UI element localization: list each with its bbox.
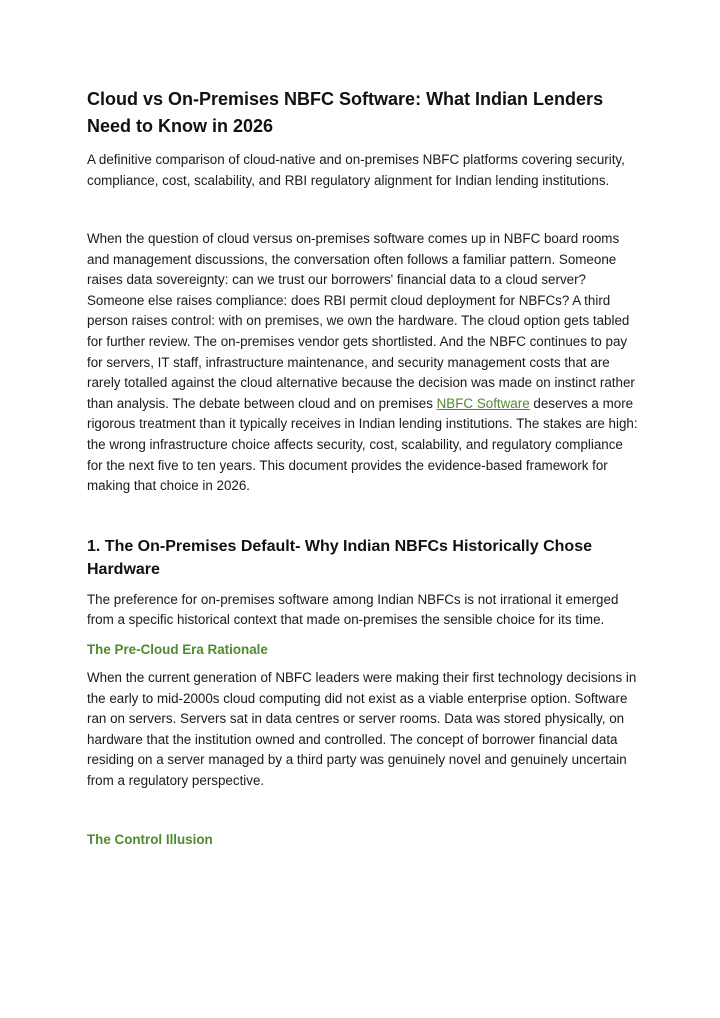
- section-1-paragraph: The preference for on-premises software among Indian NBFCs is not irrational it emerged from a specific historical context that made on-premises the sensible choice for its time.: [87, 591, 619, 628]
- subheading-pre-cloud-era: The Pre-Cloud Era Rationale: [87, 641, 268, 657]
- nbfc-software-link[interactable]: NBFC Software: [436, 395, 530, 411]
- section-1-heading: 1. The On-Premises Default- Why Indian NBFCs Historically Chose Hardware: [87, 537, 592, 579]
- document-subtitle: A definitive comparison of cloud-native and on-premises NBFC platforms covering security, compliance, cost, scalability, and RBI regulatory alignment for Indian lending institutions.: [87, 152, 625, 188]
- intro-text-before-link: When the question of cloud versus on-premises software comes up in NBFC board rooms and management discussions, the conversation often follows a familiar pattern. Someone raises data sovereignty: can we trust our borrowers' financial data to a cloud server? Someone else raises compliance: does RBI permit cloud deployment for NBFCs? A third person raises control: with on premises, we own the hardware. The cloud option gets tabled for further review. The on-premises vendor gets shortlisted. And the NBFC continues to pay for servers, IT staff, infrastructure maintenance, and security management costs that are rarely totalled against the cloud alternative because the decision was made on instinct rather than analysis. The debate between cloud and on premises: [87, 231, 635, 411]
- pre-cloud-era-paragraph: When the current generation of NBFC leaders were making their first technology decisions in the early to mid-2000s cloud computing did not exist as a viable enterprise option. Software ran on servers. Servers sat in data centres or server rooms. Data was stored physically, on hardware that the institution owned and controlled. The concept of borrower financial data residing on a server managed by a third party was genuinely novel and genuinely uncertain from a regulatory perspective.: [87, 669, 637, 788]
- subheading-control-illusion: The Control Illusion: [87, 832, 213, 848]
- document-title: Cloud vs On-Premises NBFC Software: What Indian Lenders Need to Know in 2026: [87, 89, 604, 136]
- intro-paragraph: [87, 229, 639, 497]
- document-content: [87, 86, 639, 850]
- intro-text-after-link: deserves a more rigorous treatment than it typically receives in Indian lending institutions. The stakes are high: the wrong infrastructure choice affects security, cost, scalability, and regulatory compliance for the next five to ten years. This document provides the evidence-based framework for making that choice in 2026.: [87, 395, 638, 494]
